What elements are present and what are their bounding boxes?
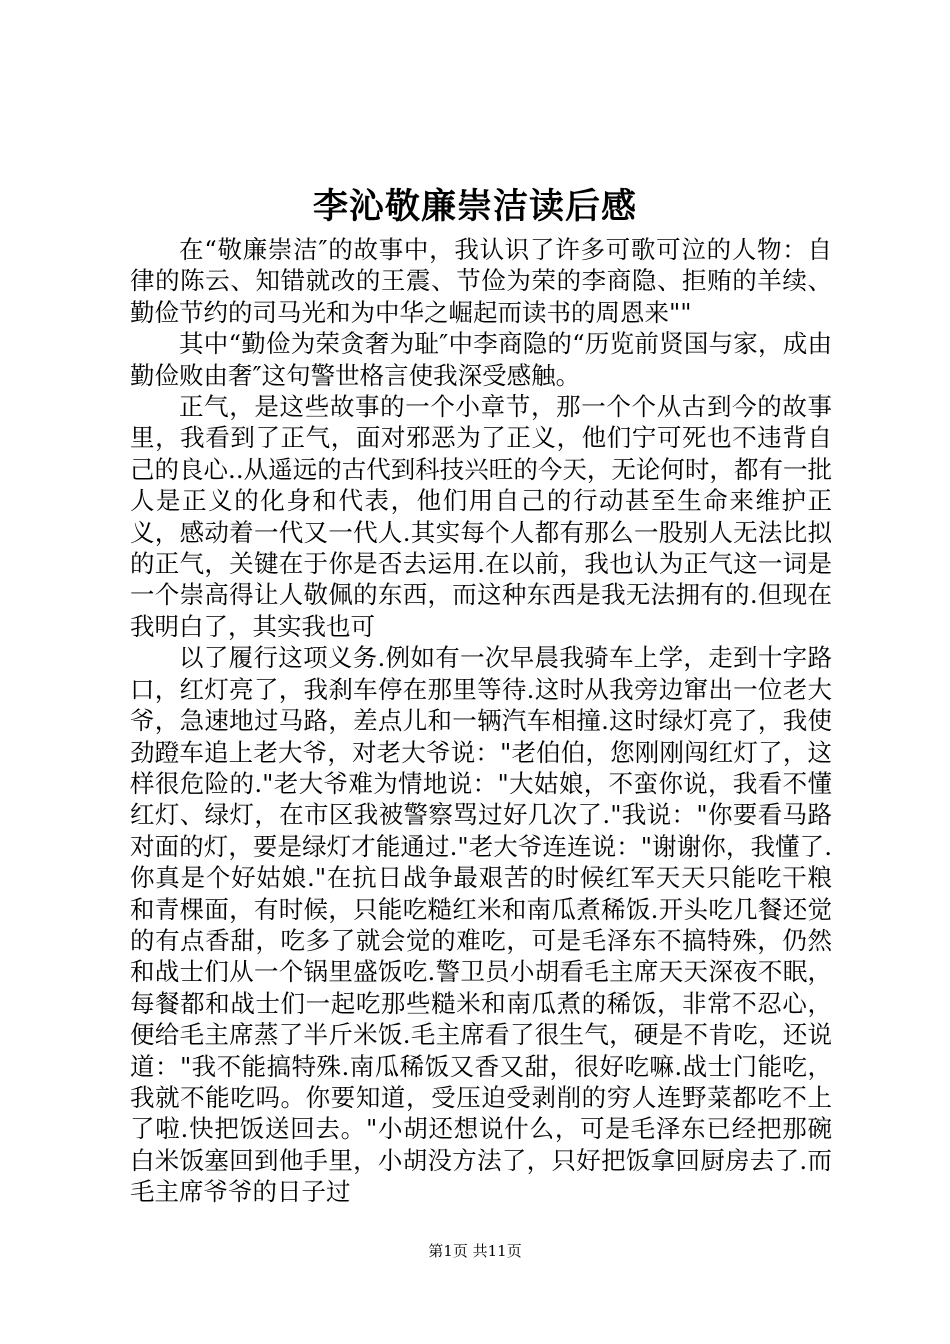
paragraph-2: 其中“勤俭为荣贪奢为耻″中李商隐的“历览前贤国与家，成由勤俭败由奢″这句警世格言使我深受感触。 [130,329,832,390]
paragraph-4: 以了履行这项义务.例如有一次早晨我骑车上学，走到十字路口，红灯亮了，我刹车停在那里等待.这时从我旁边窜出一位老大爷，急速地过马路，差点儿和一辆汽车相撞.这时绿灯亮了，我使劲蹬车追上老大爷，对老大爷说："老伯伯，您刚刚闯红灯了，这样很危险的."老大爷难为情地说："大姑娘，不蛮你说，我看不懂红灯、绿灯，在市区我被警察骂过好几次了."我说："你要看马路对面的灯，要是绿灯才能通过."老大爷连连说："谢谢你，我懂了.你真是个好姑娘."在抗日战争最艰苦的时候红军天天只能吃干粮和青棵面，有时候，只能吃糙红米和南瓜煮稀饭.开头吃几餐还觉的有点香甜，吃多了就会觉的难吃，可是毛泽东不搞特殊，仍然和战士们从一个锅里盛饭吃.警卫员小胡看毛主席天天深夜不眠，每餐都和战士们一起吃那些糙米和南瓜煮的稀饭，非常不忍心，便给毛主席蒸了半斤米饭.毛主席看了很生气，硬是不肯吃，还说道："我不能搞特殊.南瓜稀饭又香又甜，很好吃嘛.战士门能吃，我就不能吃吗。你要知道，受压迫受剥削的穷人连野菜都吃不上了啦.快把饭送回去。"小胡还想说什么，可是毛泽东已经把那碗白米饭塞回到他手里，小胡没方法了，只好把饭拿回厨房去了.而毛主席爷爷的日子过 [130,643,832,1207]
paragraph-3: 正气，是这些故事的一个小章节，那一个个从古到今的故事里，我看到了正气，面对邪恶为了正义，他们宁可死也不违背自己的良心..从遥远的古代到科技兴旺的今天，无论何时，都有一批人是正义的化身和代表，他们用自己的行动甚至生命来维护正义，感动着一代又一代人.其实每个人都有那么一股别人无法比拟的正气，关键在于你是否去运用.在以前，我也认为正气这一词是一个崇高得让人敬佩的东西，而这种东西是我无法拥有的.但现在我明白了，其实我也可 [130,392,832,641]
document-body [130,234,832,1208]
document-title: 李沁敬廉崇洁读后感 [312,186,637,227]
page-footer: 第1页 共11页 [428,1242,522,1260]
paragraph-1: 在“敬廉崇洁″的故事中，我认识了许多可歌可泣的人物：自律的陈云、知错就改的王震、节俭为荣的李商隐、拒贿的羊续、勤俭节约的司马光和为中华之崛起而读书的周恩来"" [130,235,832,327]
